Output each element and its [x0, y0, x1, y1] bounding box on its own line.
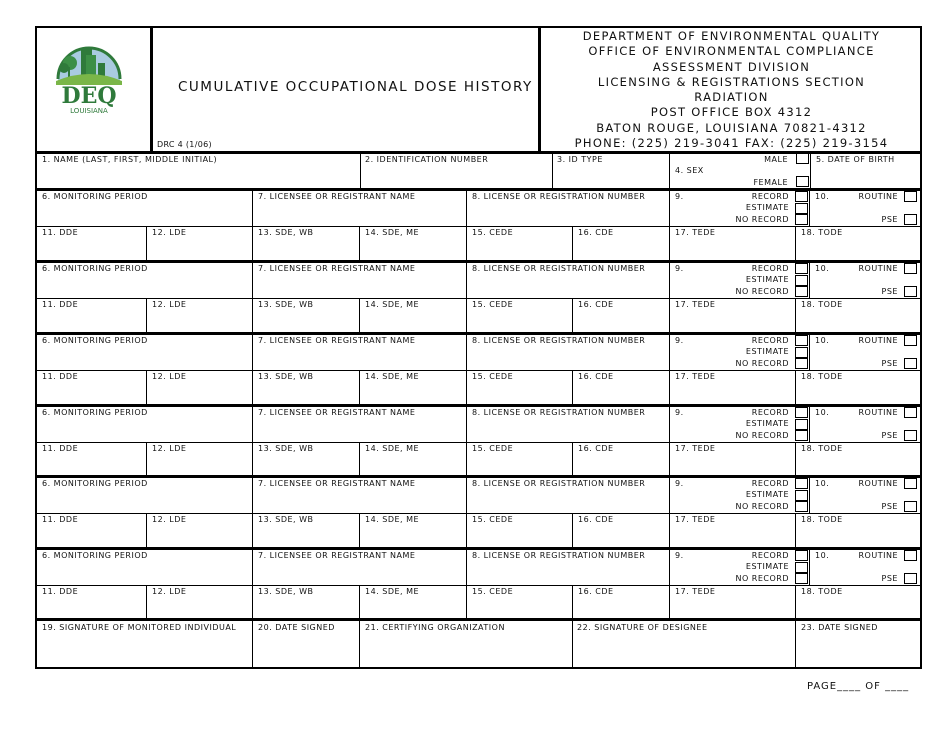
- divider: [466, 477, 467, 513]
- record-checkbox[interactable]: [795, 335, 808, 346]
- routine-checkbox[interactable]: [904, 550, 917, 561]
- divider: [669, 549, 670, 585]
- licensee-name-field[interactable]: 7. LICENSEE OR REGISTRANT NAME: [258, 551, 416, 560]
- record-checkbox[interactable]: [795, 191, 808, 202]
- agency-address-block: [543, 29, 920, 151]
- cede-field[interactable]: 15. CEDE: [472, 587, 514, 596]
- lde-field[interactable]: 12. LDE: [152, 444, 187, 453]
- divider: [146, 585, 147, 619]
- divider: [572, 442, 573, 476]
- divider: [669, 585, 670, 619]
- lde-field[interactable]: 12. LDE: [152, 300, 187, 309]
- estimate-label: ESTIMATE: [745, 203, 789, 212]
- divider: [146, 513, 147, 547]
- date-signed-field[interactable]: 20. DATE SIGNED: [258, 623, 335, 632]
- divider: [466, 370, 467, 404]
- agency-line: RADIATION: [694, 90, 769, 105]
- divider: [809, 406, 810, 442]
- divider: [669, 513, 670, 547]
- date-signed-2-field[interactable]: 23. DATE SIGNED: [801, 623, 878, 632]
- item-10-label: 10.: [815, 192, 830, 201]
- item-10-label: 10.: [815, 479, 830, 488]
- svg-text:DEQ: DEQ: [61, 83, 117, 109]
- block-top-rule: [37, 188, 920, 191]
- block-mid-rule: [37, 298, 920, 299]
- cede-field[interactable]: 15. CEDE: [472, 228, 514, 237]
- sde-wb-field[interactable]: 13. SDE, WB: [258, 515, 314, 524]
- block-mid-rule: [37, 226, 920, 227]
- pse-label: PSE: [881, 359, 898, 368]
- female-checkbox[interactable]: [796, 176, 809, 187]
- header-divider-right: [538, 28, 541, 154]
- divider: [669, 334, 670, 370]
- pse-checkbox[interactable]: [904, 430, 917, 441]
- signature-field[interactable]: 19. SIGNATURE OF MONITORED INDIVIDUAL: [42, 623, 237, 632]
- divider: [552, 152, 553, 189]
- dde-field[interactable]: 11. DDE: [42, 587, 79, 596]
- divider: [252, 585, 253, 619]
- id-type-field[interactable]: 3. ID TYPE: [557, 155, 603, 164]
- pse-label: PSE: [881, 574, 898, 583]
- lde-field[interactable]: 12. LDE: [152, 372, 187, 381]
- monitoring-period-field[interactable]: 6. MONITORING PERIOD: [42, 336, 148, 345]
- routine-checkbox[interactable]: [904, 263, 917, 274]
- dde-field[interactable]: 11. DDE: [42, 300, 79, 309]
- divider: [466, 334, 467, 370]
- item-10-label: 10.: [815, 408, 830, 417]
- item-10-label: 10.: [815, 551, 830, 560]
- divider: [795, 620, 796, 667]
- routine-checkbox[interactable]: [904, 191, 917, 202]
- no-record-label: NO RECORD: [735, 574, 789, 583]
- divider: [669, 477, 670, 513]
- divider: [466, 585, 467, 619]
- divider: [669, 442, 670, 476]
- agency-line: ASSESSMENT DIVISION: [652, 59, 811, 74]
- block-top-rule: [37, 404, 920, 407]
- divider: [466, 190, 467, 226]
- item-9-label: 9.: [675, 192, 684, 201]
- sde-wb-field[interactable]: 13. SDE, WB: [258, 587, 314, 596]
- cede-field[interactable]: 15. CEDE: [472, 372, 514, 381]
- tode-field[interactable]: 18. TODE: [801, 515, 843, 524]
- divider: [809, 477, 810, 513]
- divider: [359, 620, 360, 667]
- cde-field[interactable]: 16. CDE: [578, 372, 614, 381]
- divider: [669, 152, 670, 189]
- divider: [795, 226, 796, 260]
- dde-field[interactable]: 11. DDE: [42, 444, 79, 453]
- tode-field[interactable]: 18. TODE: [801, 587, 843, 596]
- designee-signature-field[interactable]: 22. SIGNATURE OF DESIGNEE: [577, 623, 708, 632]
- tede-field[interactable]: 17. TEDE: [675, 372, 716, 381]
- divider: [572, 513, 573, 547]
- pse-label: PSE: [881, 287, 898, 296]
- divider: [466, 442, 467, 476]
- agency-line: PHONE: (225) 219-3041 FAX: (225) 219-3154: [574, 136, 889, 151]
- no-record-label: NO RECORD: [735, 359, 789, 368]
- record-checkbox[interactable]: [795, 478, 808, 489]
- estimate-label: ESTIMATE: [745, 419, 789, 428]
- pse-checkbox[interactable]: [904, 214, 917, 225]
- monitoring-period-field[interactable]: 6. MONITORING PERIOD: [42, 264, 148, 273]
- monitoring-period-field[interactable]: 6. MONITORING PERIOD: [42, 479, 148, 488]
- divider: [572, 370, 573, 404]
- estimate-checkbox[interactable]: [795, 490, 808, 501]
- estimate-label: ESTIMATE: [745, 347, 789, 356]
- header-bottom-rule: [37, 151, 920, 154]
- no-record-label: NO RECORD: [735, 215, 789, 224]
- sde-me-field[interactable]: 14. SDE, ME: [365, 300, 420, 309]
- estimate-label: ESTIMATE: [745, 562, 789, 571]
- routine-label: ROUTINE: [858, 551, 898, 560]
- divider: [809, 190, 810, 226]
- block-mid-rule: [37, 370, 920, 371]
- divider: [252, 298, 253, 332]
- no-record-label: NO RECORD: [735, 431, 789, 440]
- divider: [252, 620, 253, 667]
- divider: [359, 513, 360, 547]
- routine-checkbox[interactable]: [904, 335, 917, 346]
- name-field[interactable]: 1. NAME (LAST, FIRST, MIDDLE INITIAL): [42, 155, 218, 164]
- routine-label: ROUTINE: [858, 264, 898, 273]
- estimate-label: ESTIMATE: [745, 275, 789, 284]
- cde-field[interactable]: 16. CDE: [578, 300, 614, 309]
- divider: [359, 585, 360, 619]
- tede-field[interactable]: 17. TEDE: [675, 587, 716, 596]
- licensee-name-field[interactable]: 7. LICENSEE OR REGISTRANT NAME: [258, 408, 416, 417]
- tede-field[interactable]: 17. TEDE: [675, 515, 716, 524]
- cde-field[interactable]: 16. CDE: [578, 444, 614, 453]
- agency-line: POST OFFICE BOX 4312: [650, 105, 813, 120]
- sde-wb-field[interactable]: 13. SDE, WB: [258, 444, 314, 453]
- divider: [252, 226, 253, 260]
- agency-line: OFFICE OF ENVIRONMENTAL COMPLIANCE: [588, 44, 875, 59]
- male-label: MALE: [764, 155, 788, 164]
- record-label: RECORD: [751, 479, 789, 488]
- dob-field[interactable]: 5. DATE OF BIRTH: [816, 155, 895, 164]
- block-mid-rule: [37, 585, 920, 586]
- record-label: RECORD: [751, 336, 789, 345]
- divider: [809, 549, 810, 585]
- sde-wb-field[interactable]: 13. SDE, WB: [258, 372, 314, 381]
- divider: [669, 226, 670, 260]
- license-number-field[interactable]: 8. LICENSE OR REGISTRATION NUMBER: [472, 264, 646, 273]
- estimate-checkbox[interactable]: [795, 203, 808, 214]
- sde-wb-field[interactable]: 13. SDE, WB: [258, 228, 314, 237]
- tede-field[interactable]: 17. TEDE: [675, 228, 716, 237]
- cde-field[interactable]: 16. CDE: [578, 228, 614, 237]
- tode-field[interactable]: 18. TODE: [801, 444, 843, 453]
- sde-wb-field[interactable]: 13. SDE, WB: [258, 300, 314, 309]
- pse-label: PSE: [881, 215, 898, 224]
- cde-field[interactable]: 16. CDE: [578, 587, 614, 596]
- estimate-checkbox[interactable]: [795, 562, 808, 573]
- divider: [810, 152, 811, 189]
- record-label: RECORD: [751, 192, 789, 201]
- monitoring-period-field[interactable]: 6. MONITORING PERIOD: [42, 551, 148, 560]
- item-10-label: 10.: [815, 336, 830, 345]
- divider: [669, 190, 670, 226]
- divider: [795, 442, 796, 476]
- tode-field[interactable]: 18. TODE: [801, 228, 843, 237]
- agency-line: BATON ROUGE, LOUISIANA 70821-4312: [596, 120, 867, 135]
- lde-field[interactable]: 12. LDE: [152, 587, 187, 596]
- no-record-checkbox[interactable]: [795, 501, 808, 512]
- routine-checkbox[interactable]: [904, 478, 917, 489]
- divider: [252, 190, 253, 226]
- pse-checkbox[interactable]: [904, 358, 917, 369]
- pse-checkbox[interactable]: [904, 286, 917, 297]
- license-number-field[interactable]: 8. LICENSE OR REGISTRATION NUMBER: [472, 408, 646, 417]
- divider: [669, 406, 670, 442]
- pse-checkbox[interactable]: [904, 501, 917, 512]
- licensee-name-field[interactable]: 7. LICENSEE OR REGISTRANT NAME: [258, 479, 416, 488]
- divider: [572, 226, 573, 260]
- item-9-label: 9.: [675, 408, 684, 417]
- certifying-org-field[interactable]: 21. CERTIFYING ORGANIZATION: [365, 623, 505, 632]
- svg-text:LOUISIANA: LOUISIANA: [70, 107, 108, 115]
- block-top-rule: [37, 260, 920, 263]
- divider: [252, 513, 253, 547]
- no-record-checkbox[interactable]: [795, 430, 808, 441]
- divider: [252, 442, 253, 476]
- record-label: RECORD: [751, 264, 789, 273]
- tede-field[interactable]: 17. TEDE: [675, 300, 716, 309]
- divider: [572, 298, 573, 332]
- divider: [572, 620, 573, 667]
- sde-me-field[interactable]: 14. SDE, ME: [365, 228, 420, 237]
- form-number: DRC 4 (1/06): [157, 140, 212, 149]
- license-number-field[interactable]: 8. LICENSE OR REGISTRATION NUMBER: [472, 192, 646, 201]
- divider: [669, 262, 670, 298]
- estimate-checkbox[interactable]: [795, 275, 808, 286]
- agency-line: LICENSING & REGISTRATIONS SECTION: [597, 74, 866, 89]
- licensee-name-field[interactable]: 7. LICENSEE OR REGISTRANT NAME: [258, 192, 416, 201]
- divider: [466, 298, 467, 332]
- deq-logo: [50, 37, 128, 117]
- item-9-label: 9.: [675, 479, 684, 488]
- divider: [466, 262, 467, 298]
- tede-field[interactable]: 17. TEDE: [675, 444, 716, 453]
- no-record-checkbox[interactable]: [795, 286, 808, 297]
- no-record-label: NO RECORD: [735, 287, 789, 296]
- monitoring-period-field[interactable]: 6. MONITORING PERIOD: [42, 192, 148, 201]
- cde-field[interactable]: 16. CDE: [578, 515, 614, 524]
- block-top-rule: [37, 547, 920, 550]
- cede-field[interactable]: 15. CEDE: [472, 300, 514, 309]
- licensee-name-field[interactable]: 7. LICENSEE OR REGISTRANT NAME: [258, 264, 416, 273]
- divider: [146, 442, 147, 476]
- tode-field[interactable]: 18. TODE: [801, 372, 843, 381]
- divider: [252, 370, 253, 404]
- divider: [669, 298, 670, 332]
- pse-label: PSE: [881, 431, 898, 440]
- sex-label: 4. SEX: [675, 166, 704, 175]
- routine-label: ROUTINE: [858, 408, 898, 417]
- record-label: RECORD: [751, 551, 789, 560]
- id-number-field[interactable]: 2. IDENTIFICATION NUMBER: [365, 155, 489, 164]
- male-checkbox[interactable]: [796, 153, 809, 164]
- block-bottom-rule: [37, 618, 920, 621]
- divider: [572, 585, 573, 619]
- block-mid-rule: [37, 442, 920, 443]
- divider: [795, 513, 796, 547]
- divider: [146, 370, 147, 404]
- divider: [252, 262, 253, 298]
- divider: [359, 298, 360, 332]
- divider: [669, 370, 670, 404]
- pse-checkbox[interactable]: [904, 573, 917, 584]
- divider: [466, 406, 467, 442]
- agency-line: DEPARTMENT OF ENVIRONMENTAL QUALITY: [582, 29, 881, 43]
- block-mid-rule: [37, 513, 920, 514]
- divider: [795, 370, 796, 404]
- divider: [466, 513, 467, 547]
- tode-field[interactable]: 18. TODE: [801, 300, 843, 309]
- estimate-checkbox[interactable]: [795, 419, 808, 430]
- licensee-name-field[interactable]: 7. LICENSEE OR REGISTRANT NAME: [258, 336, 416, 345]
- divider: [809, 262, 810, 298]
- divider: [252, 334, 253, 370]
- item-10-label: 10.: [815, 264, 830, 273]
- license-number-field[interactable]: 8. LICENSE OR REGISTRATION NUMBER: [472, 479, 646, 488]
- routine-label: ROUTINE: [858, 192, 898, 201]
- page-counter: PAGE____ OF ____: [807, 681, 910, 692]
- routine-label: ROUTINE: [858, 479, 898, 488]
- divider: [359, 226, 360, 260]
- no-record-checkbox[interactable]: [795, 358, 808, 369]
- estimate-label: ESTIMATE: [745, 490, 789, 499]
- divider: [466, 226, 467, 260]
- item-9-label: 9.: [675, 336, 684, 345]
- divider: [359, 442, 360, 476]
- divider: [146, 298, 147, 332]
- no-record-checkbox[interactable]: [795, 214, 808, 225]
- divider: [809, 334, 810, 370]
- record-checkbox[interactable]: [795, 263, 808, 274]
- divider: [795, 585, 796, 619]
- routine-checkbox[interactable]: [904, 407, 917, 418]
- divider: [252, 549, 253, 585]
- pse-label: PSE: [881, 502, 898, 511]
- lde-field[interactable]: 12. LDE: [152, 228, 187, 237]
- divider: [252, 406, 253, 442]
- sde-me-field[interactable]: 14. SDE, ME: [365, 444, 420, 453]
- no-record-label: NO RECORD: [735, 502, 789, 511]
- sde-me-field[interactable]: 14. SDE, ME: [365, 515, 420, 524]
- divider: [146, 226, 147, 260]
- no-record-checkbox[interactable]: [795, 573, 808, 584]
- sde-me-field[interactable]: 14. SDE, ME: [365, 372, 420, 381]
- sde-me-field[interactable]: 14. SDE, ME: [365, 587, 420, 596]
- item-9-label: 9.: [675, 551, 684, 560]
- header-divider-left: [150, 28, 153, 154]
- divider: [795, 298, 796, 332]
- item-9-label: 9.: [675, 264, 684, 273]
- license-number-field[interactable]: 8. LICENSE OR REGISTRATION NUMBER: [472, 551, 646, 560]
- form-title: CUMULATIVE OCCUPATIONAL DOSE HISTORY: [178, 79, 533, 95]
- block-top-rule: [37, 332, 920, 335]
- estimate-checkbox[interactable]: [795, 347, 808, 358]
- dde-field[interactable]: 11. DDE: [42, 228, 79, 237]
- block-top-rule: [37, 475, 920, 478]
- routine-label: ROUTINE: [858, 336, 898, 345]
- record-checkbox[interactable]: [795, 407, 808, 418]
- female-label: FEMALE: [753, 178, 788, 187]
- monitoring-period-field[interactable]: 6. MONITORING PERIOD: [42, 408, 148, 417]
- license-number-field[interactable]: 8. LICENSE OR REGISTRATION NUMBER: [472, 336, 646, 345]
- divider: [252, 477, 253, 513]
- dde-field[interactable]: 11. DDE: [42, 515, 79, 524]
- divider: [360, 152, 361, 189]
- cede-field[interactable]: 15. CEDE: [472, 515, 514, 524]
- record-label: RECORD: [751, 408, 789, 417]
- divider: [359, 370, 360, 404]
- dde-field[interactable]: 11. DDE: [42, 372, 79, 381]
- cede-field[interactable]: 15. CEDE: [472, 444, 514, 453]
- lde-field[interactable]: 12. LDE: [152, 515, 187, 524]
- record-checkbox[interactable]: [795, 550, 808, 561]
- divider: [466, 549, 467, 585]
